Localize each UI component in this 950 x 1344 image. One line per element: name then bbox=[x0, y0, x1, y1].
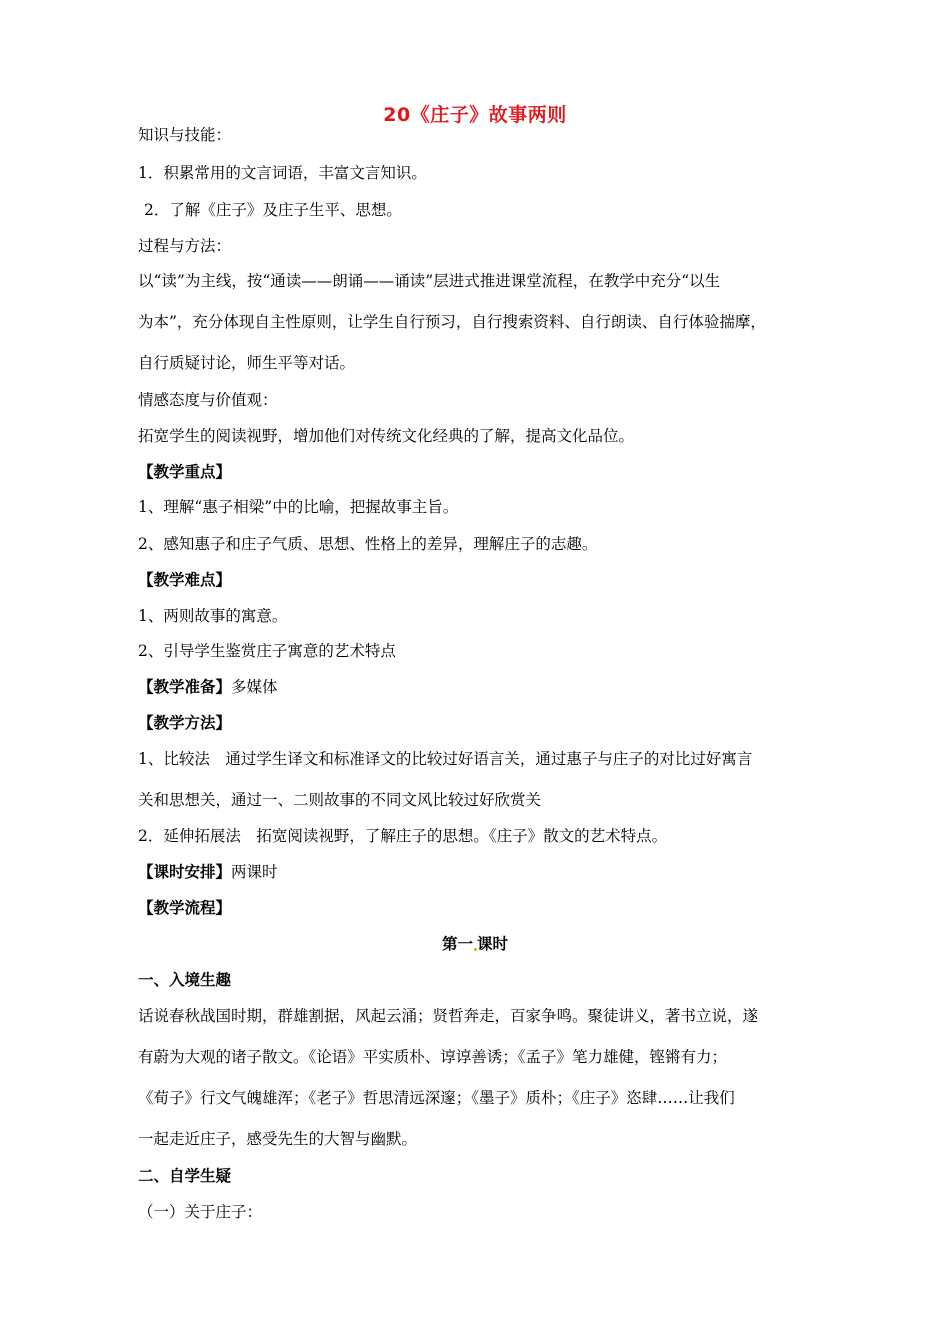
process-heading: 过程与方法： bbox=[138, 237, 232, 255]
key-point-1: 1、理解“惠子相梁”中的比喻，把握故事主旨。 bbox=[138, 498, 459, 516]
preparation-value: 多媒体 bbox=[231, 678, 278, 696]
section-2-heading: 二、自学生疑 bbox=[138, 1167, 232, 1185]
section-1-line-3: 《荀子》行文气魄雄浑；《老子》哲思清远深邃；《墨子》质朴；《庄子》恣肆……让我们 bbox=[138, 1089, 735, 1107]
emotion-line: 拓宽学生的阅读视野，增加他们对传统文化经典的了解，提高文化品位。 bbox=[138, 427, 635, 445]
section-1-line-1: 话说春秋战国时期，群雄割据，风起云涌；贤哲奔走，百家争鸣。聚徒讲义，著书立说，遂 bbox=[138, 1007, 759, 1025]
difficulty-1: 1、两则故事的寓意。 bbox=[138, 607, 288, 625]
method-2: 2．延伸拓展法 拓宽阅读视野，了解庄子的思想。《庄子》散文的艺术特点。 bbox=[138, 827, 668, 845]
lesson-heading-part-a: 第一 bbox=[441, 935, 473, 953]
knowledge-item-2: 2．了解《庄子》及庄子生平、思想。 bbox=[144, 201, 402, 219]
section-1-heading: 一、入境生趣 bbox=[138, 971, 232, 989]
flow-heading: 【教学流程】 bbox=[138, 899, 232, 917]
schedule-heading: 【课时安排】 bbox=[138, 863, 232, 881]
preparation-line bbox=[138, 677, 838, 697]
process-line-1: 以“读”为主线，按“通读——朗诵——诵读”层进式推进课堂流程，在教学中充分“以生 bbox=[138, 272, 721, 290]
method-1-line-1: 1、比较法 通过学生译文和标准译文的比较过好语言关，通过惠子与庄子的对比过好寓言 bbox=[138, 750, 753, 768]
difficulty-2: 2、引导学生鉴赏庄子寓意的艺术特点 bbox=[138, 642, 396, 660]
section-1-line-2: 有蔚为大观的诸子散文。《论语》平实质朴、谆谆善诱；《孟子》笔力雄健，铿锵有力； bbox=[138, 1048, 728, 1066]
lesson-heading-part-b: 课时 bbox=[477, 935, 509, 953]
difficulties-heading: 【教学难点】 bbox=[138, 571, 232, 589]
schedule-value: 两课时 bbox=[231, 863, 278, 881]
knowledge-heading: 知识与技能： bbox=[138, 126, 232, 144]
emotion-heading: 情感态度与价值观： bbox=[138, 391, 278, 409]
process-line-2: 为本”，充分体现自主性原则，让学生自行预习，自行搜索资料、自行朗读、自行体验揣摩， bbox=[138, 313, 766, 331]
document-title: 20《庄子》故事两则 bbox=[383, 104, 567, 126]
lesson-heading bbox=[0, 934, 950, 954]
schedule-line bbox=[138, 862, 838, 882]
key-point-2: 2、感知惠子和庄子气质、思想、性格上的差异，理解庄子的志趣。 bbox=[138, 535, 598, 553]
key-points-heading: 【教学重点】 bbox=[138, 463, 232, 481]
process-line-3: 自行质疑讨论，师生平等对话。 bbox=[138, 354, 356, 372]
section-2-sub-1: （一）关于庄子： bbox=[138, 1203, 263, 1221]
method-1-line-2: 关和思想关，通过一、二则故事的不同文风比较过好欣赏关 bbox=[138, 791, 542, 809]
section-1-line-4: 一起走近庄子，感受先生的大智与幽默。 bbox=[138, 1130, 418, 1148]
methods-heading: 【教学方法】 bbox=[138, 714, 232, 732]
knowledge-item-1: 1．积累常用的文言词语，丰富文言知识。 bbox=[138, 164, 427, 182]
preparation-heading: 【教学准备】 bbox=[138, 678, 232, 696]
